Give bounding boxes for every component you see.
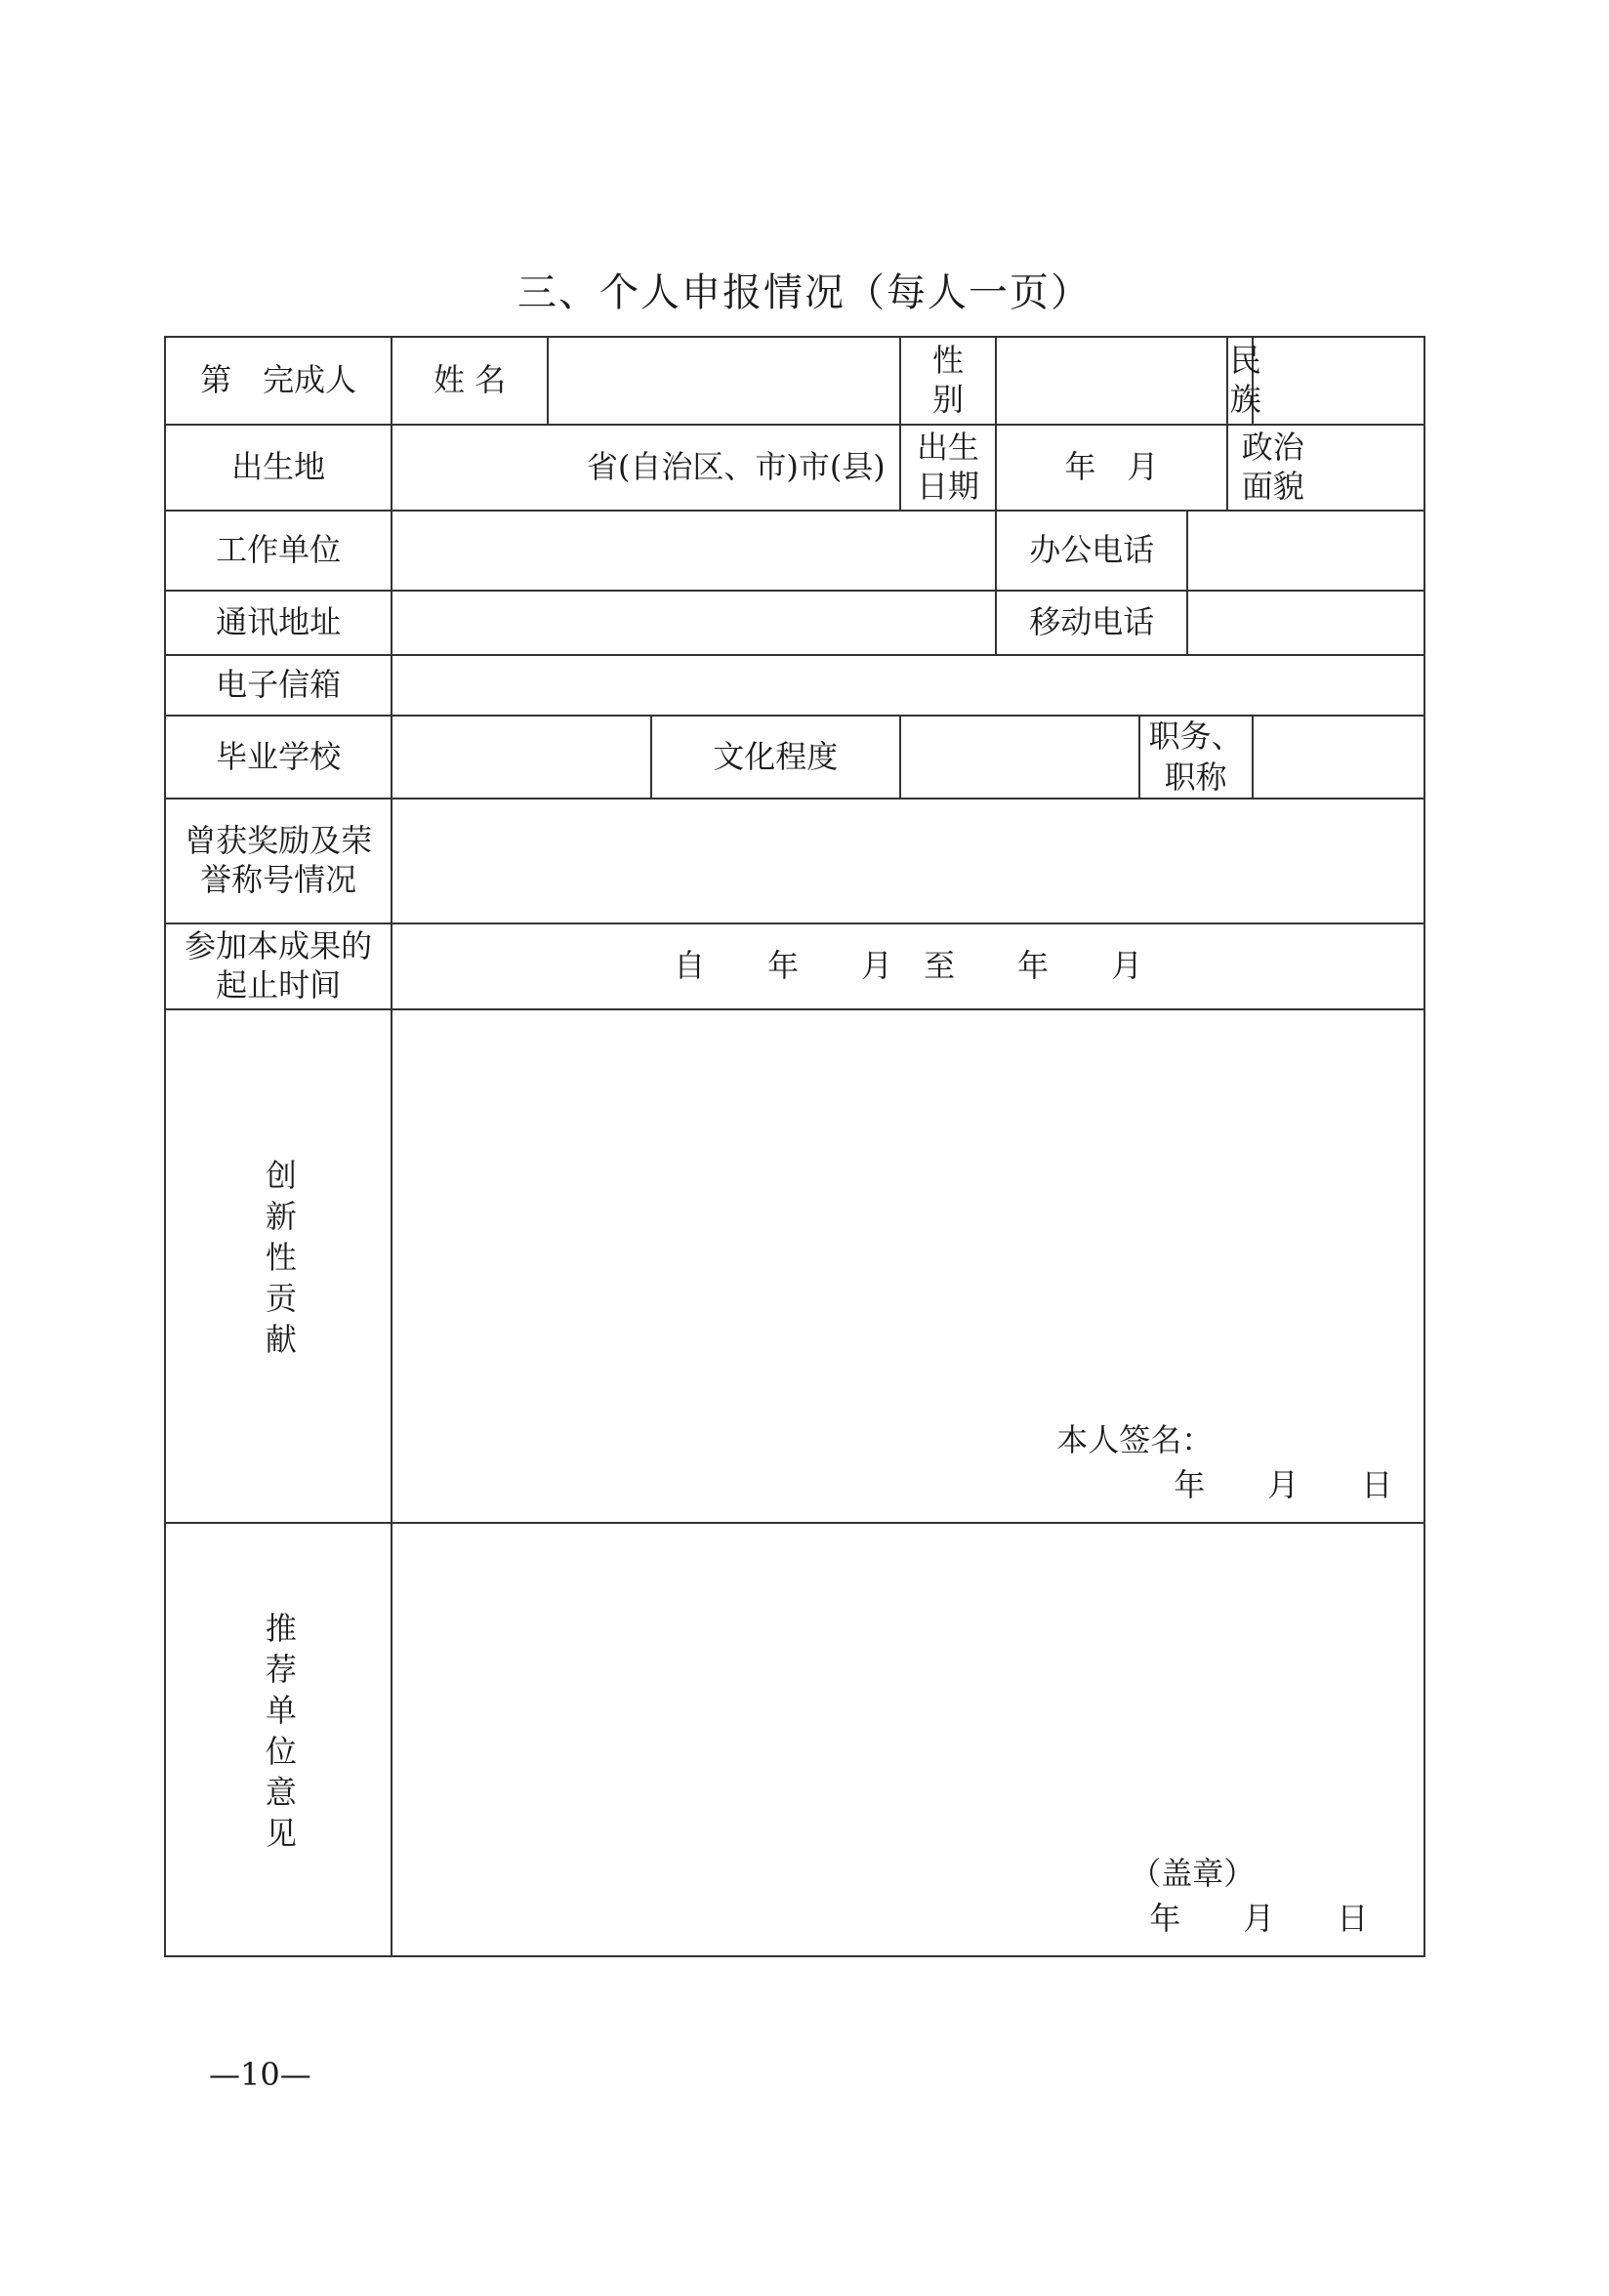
political-label xyxy=(1227,425,1424,511)
email-label: 电子信箱 xyxy=(165,655,392,716)
recommend-label xyxy=(165,1523,392,1956)
birthdate-field[interactable]: 年 月 xyxy=(996,425,1226,511)
recommend-field[interactable] xyxy=(392,1523,1424,1956)
self-signature-date: 年 月 日 xyxy=(1174,1466,1393,1504)
birthplace-field[interactable]: 省(自治区、市)市(县) xyxy=(392,425,900,511)
contribution-field[interactable] xyxy=(392,1009,1424,1523)
birthdate-label-text: 出生日期 xyxy=(917,429,980,506)
page-number: —10— xyxy=(209,2056,311,2093)
office-phone-field[interactable] xyxy=(1187,511,1424,591)
email-field[interactable] xyxy=(392,655,1424,716)
work-unit-field[interactable] xyxy=(392,511,996,591)
period-label-text: 参加本成果的起止时间 xyxy=(185,927,373,1004)
school-label: 毕业学校 xyxy=(165,716,392,799)
ethnicity-label-text: 民族 xyxy=(1229,342,1261,419)
school-field[interactable] xyxy=(392,716,650,799)
ethnicity-field[interactable] xyxy=(1253,337,1424,425)
gender-field[interactable] xyxy=(996,337,1226,425)
birthdate-label xyxy=(900,425,997,511)
stamp-date: 年 月 日 xyxy=(1149,1900,1369,1938)
page-title: 三、个人申报情况（每人一页） xyxy=(517,270,1092,315)
stamp-label: （盖章） xyxy=(1130,1855,1256,1893)
office-phone-label: 办公电话 xyxy=(996,511,1187,591)
education-label: 文化程度 xyxy=(651,716,900,799)
period-label xyxy=(165,923,392,1009)
period-field[interactable]: 自 年 月 至 年 月 xyxy=(392,923,1424,1009)
mobile-label: 移动电话 xyxy=(996,591,1187,655)
contribution-label xyxy=(165,1009,392,1523)
name-field[interactable] xyxy=(548,337,900,425)
contribution-label-text: 创新性贡献 xyxy=(260,1158,298,1364)
mobile-field[interactable] xyxy=(1187,591,1424,655)
awards-field[interactable] xyxy=(392,799,1424,923)
political-label-text: 政治面貌 xyxy=(1241,429,1304,506)
title-position-label: 职务、职称 xyxy=(1139,716,1253,799)
recommend-label-text: 推荐单位意见 xyxy=(260,1611,298,1858)
title-position-field[interactable] xyxy=(1253,716,1424,799)
name-label: 姓 名 xyxy=(392,337,548,425)
application-form-table xyxy=(164,336,1425,1957)
work-unit-label: 工作单位 xyxy=(165,511,392,591)
birthplace-label: 出生地 xyxy=(165,425,392,511)
address-field[interactable] xyxy=(392,591,996,655)
rank-label: 第 完成人 xyxy=(165,337,392,425)
education-field[interactable] xyxy=(900,716,1139,799)
address-label: 通讯地址 xyxy=(165,591,392,655)
awards-label xyxy=(165,799,392,923)
gender-label xyxy=(900,337,997,425)
gender-label-text: 性别 xyxy=(932,342,965,419)
self-signature-label: 本人签名： xyxy=(1056,1421,1214,1459)
ethnicity-label xyxy=(1227,337,1261,425)
awards-label-text: 曾获奖励及荣誉称号情况 xyxy=(185,822,373,899)
